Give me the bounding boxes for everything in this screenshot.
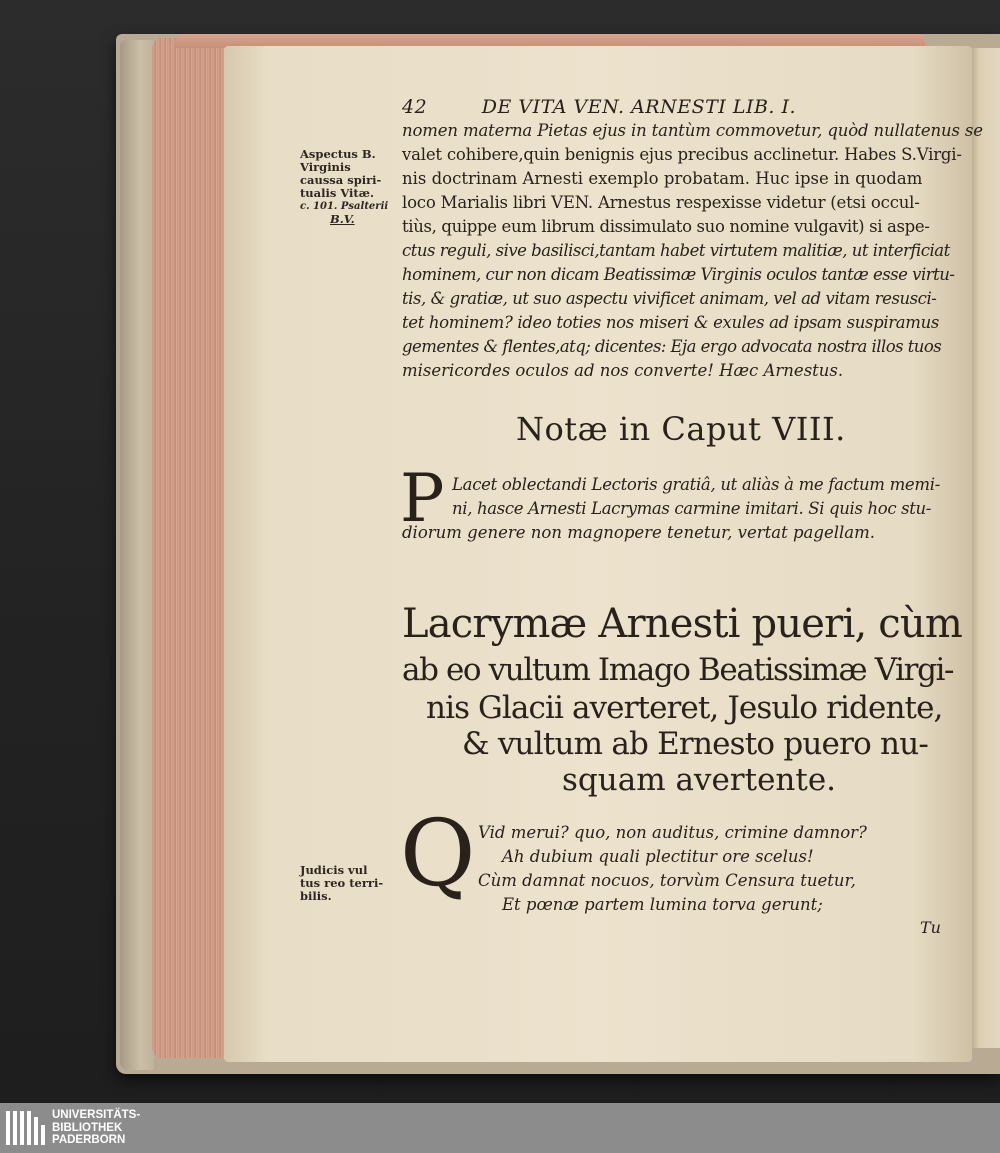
page-edges	[152, 38, 232, 1058]
poem-title-line: squam avertente.	[562, 762, 837, 798]
text-line: valet cohibere,quin benignis ejus precibus acclinetur. Habes S.Virgi-	[402, 145, 962, 164]
drop-cap-initial: Q	[400, 800, 476, 907]
drop-cap-initial: P	[400, 460, 445, 537]
margin-note-line: B.V.	[330, 212, 355, 226]
library-name-line: BIBLIOTHEK	[52, 1121, 123, 1134]
text-line: gementes & flentes,atq; dicentes: Eja ergo advocata nostra illos tuos	[402, 337, 942, 356]
margin-note-line: tus reo terri-	[300, 876, 384, 890]
margin-note-judicis	[300, 864, 383, 903]
page-number: 42	[402, 96, 428, 118]
book-cover-edge	[120, 40, 154, 1070]
text-line: tet hominem? ideo toties nos miseri & exules ad ipsam suspiramus	[402, 313, 939, 332]
running-head-title: DE VITA VEN. ARNESTI LIB. I.	[481, 96, 797, 118]
margin-note-line: caussa spiri-	[300, 173, 382, 187]
text-line: ctus reguli, sive basilisci,tantam habet virtutem malitiæ, ut interficiat	[402, 241, 950, 260]
poem-title-line: Lacrymæ Arnesti pueri, cùm	[402, 601, 963, 647]
margin-note-line: tualis Vitæ.	[300, 186, 374, 200]
margin-note-line: Aspectus B.	[300, 147, 376, 161]
text-line: tiùs, quippe eum librum dissimulato suo nomine vulgavit) si aspe-	[402, 217, 930, 236]
catchword: Tu	[920, 918, 941, 937]
margin-note-line: c. 101. Psalterii	[300, 201, 389, 212]
text-line: nomen materna Pietas ejus in tantùm commovetur, quòd nullatenus se	[402, 121, 983, 140]
library-name	[52, 1109, 140, 1147]
text-line: Lacet oblectandi Lectoris gratiâ, ut aliàs à me factum memi-	[452, 475, 940, 494]
running-head	[402, 96, 796, 118]
library-logo-icon	[6, 1111, 46, 1145]
poem-title-line: & vultum ab Ernesto puero nu-	[462, 726, 929, 762]
section-heading: Notæ in Caput VIII.	[516, 410, 846, 448]
text-line: misericordes oculos ad nos converte! Hæc Arnestus.	[402, 361, 844, 380]
verse-line: Cùm damnat nocuos, torvùm Censura tuetur,	[478, 871, 856, 890]
library-name-line: UNIVERSITÄTS-	[52, 1109, 141, 1121]
margin-note-line: Virginis	[300, 160, 351, 174]
poem-title-line: nis Glacii averteret, Jesulo ridente,	[426, 690, 943, 726]
verse-line: Et pœnæ partem lumina torva gerunt;	[502, 895, 823, 914]
library-name-line: PADERBORN	[52, 1134, 126, 1146]
text-line: diorum genere non magnopere tenetur, vertat pagellam.	[402, 523, 875, 542]
text-line: loco Marialis libri VEN. Arnestus respexisse videtur (etsi occul-	[402, 193, 920, 212]
text-line: hominem, cur non dicam Beatissimæ Virginis oculos tantæ esse virtu-	[402, 265, 955, 284]
text-line: nis doctrinam Arnesti exemplo probatam. Huc ipse in quodam	[402, 169, 923, 188]
text-line: tis, & gratiæ, ut suo aspectu vivificet animam, vel ad vitam resusci-	[402, 289, 937, 308]
verse-line: Ah dubium quali plectitur ore scelus!	[502, 847, 814, 866]
margin-note-line: bilis.	[300, 889, 332, 903]
verse-line: Vid merui? quo, non auditus, crimine damnor?	[478, 823, 867, 842]
poem-title-line: ab eo vultum Imago Beatissimæ Virgi-	[402, 652, 954, 688]
library-footer	[0, 1103, 1000, 1153]
margin-note-line: Judicis vul	[300, 863, 368, 877]
margin-note-aspectus	[300, 148, 388, 226]
text-line: ni, hasce Arnesti Lacrymas carmine imitari. Si quis hoc stu-	[452, 499, 932, 518]
